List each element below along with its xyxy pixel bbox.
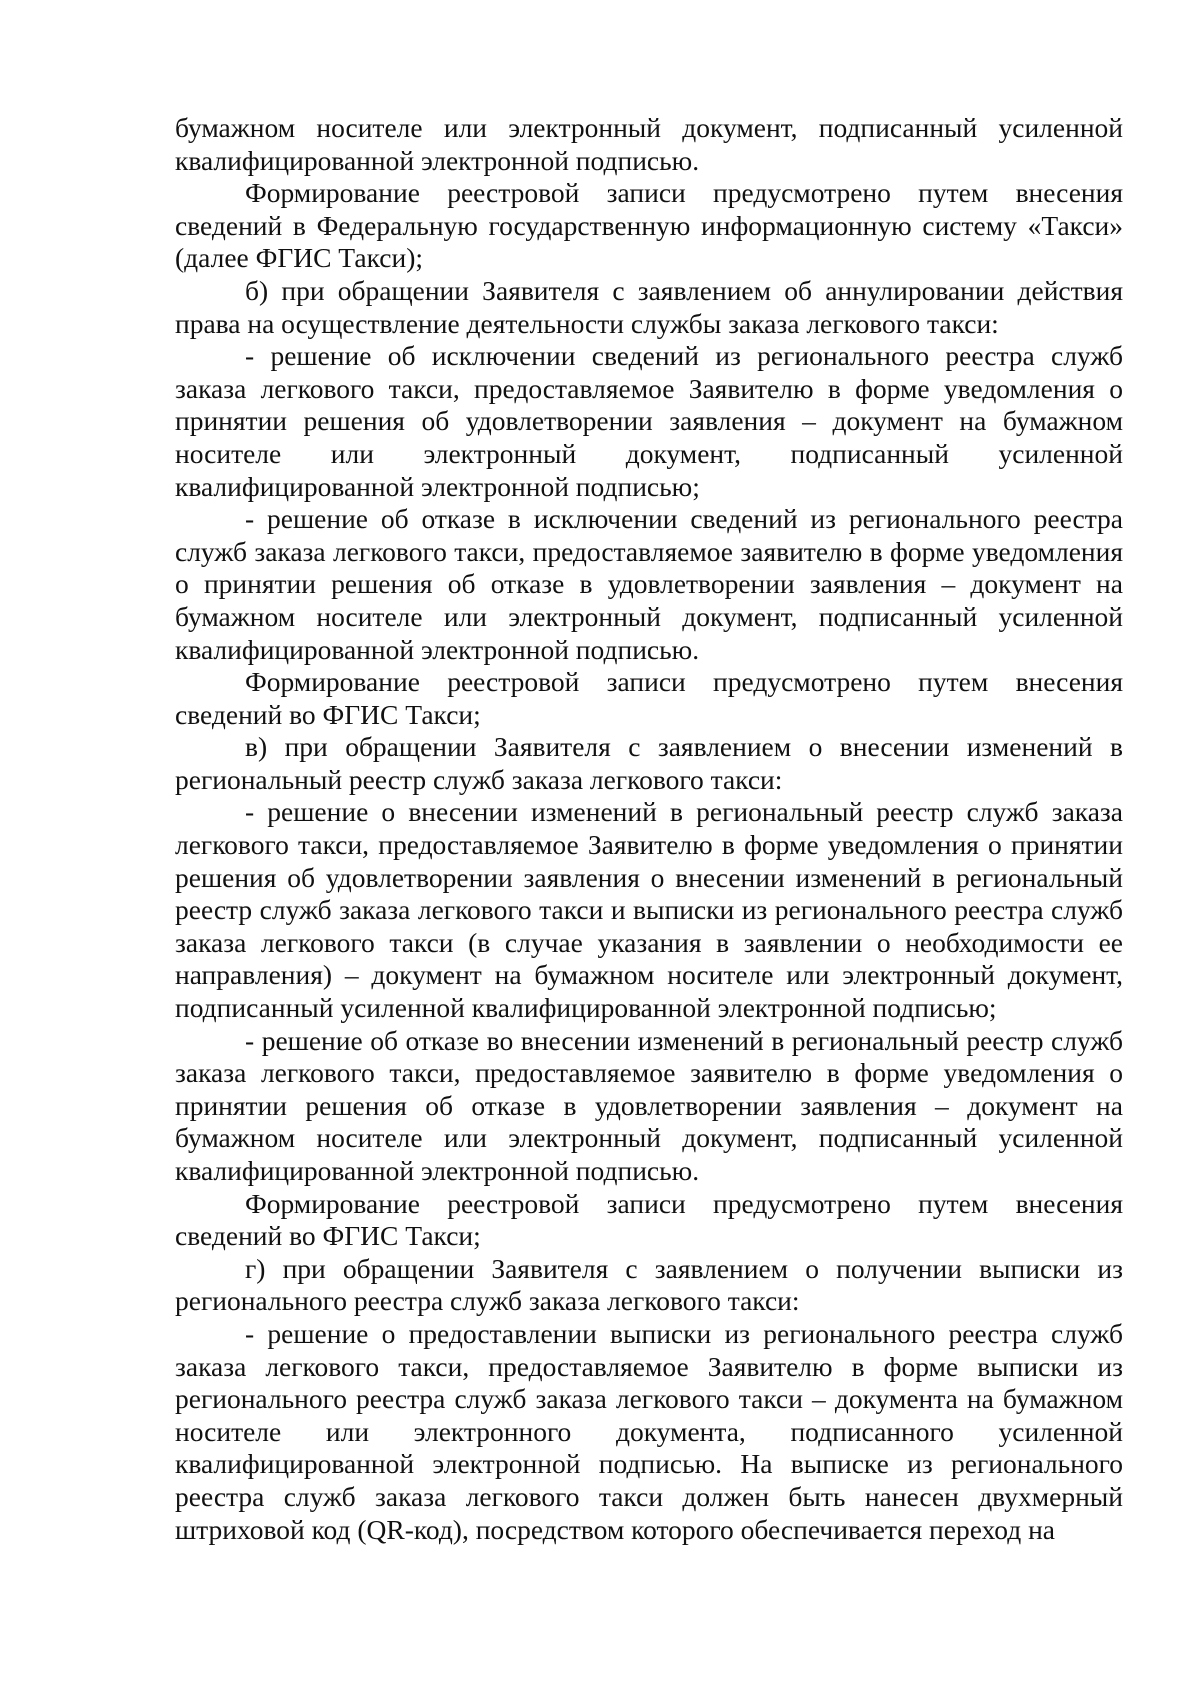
paragraph-item-g-heading: г) при обращении Заявителя с заявлением о получении выписки из регионального реестра служб заказа легкового такси: (175, 1252, 1123, 1317)
paragraph-item-v-decision-refusal: - решение об отказе во внесении изменений в региональный реестр служб заказа легкового такси, предоставляемое заявителю в форме уведомления о принятии решения об отказе в удовлетворении заявления – документ на бумажном носителе или электронный документ, подписанный усиленной квалифицированной электронной подписью. (175, 1024, 1123, 1186)
paragraph-registry-record-fgis: Формирование реестровой записи предусмотрено путем внесения сведений в Федеральную государственную информационную систему «Такси» (далее ФГИС Такси); (175, 177, 1123, 274)
paragraph-registry-record-b: Формирование реестровой записи предусмотрено путем внесения сведений во ФГИС Такси; (175, 666, 1123, 730)
paragraph-item-b-decision-exclusion: - решение об исключении сведений из регионального реестра служб заказа легкового такси, предоставляемое Заявителю в форме уведомления о принятии решения об удовлетворении заявления – документ на бумажном носителе или электронный документ, подписанный усиленной квалифицированной электронной подписью; (175, 340, 1123, 502)
paragraph-item-b-decision-refusal: - решение об отказе в исключении сведений из регионального реестра служб заказа легкового такси, предоставляемое заявителю в форме уведомления о принятии решения об отказе в удовлетворении заявления – документ на бумажном носителе или электронный документ, подписанный усиленной квалифицированной электронной подписью. (175, 503, 1123, 665)
paragraph-item-g-decision-extract: - решение о предоставлении выписки из регионального реестра служб заказа легкового такси, предоставляемое Заявителю в форме выписки из регионального реестра служб заказа легкового такси – документа на бумажном носителе или электронного документа, подписанного усиленной квалифицированной электронной подписью. На выписке из регионального реестра служб заказа легкового такси должен быть нанесен двухмерный штриховой код (QR-код), посредством которого обеспечивается переход на (175, 1317, 1123, 1545)
paragraph-item-v-decision-changes: - решение о внесении изменений в региональный реестр служб заказа легкового такси, предоставляемое Заявителю в форме уведомления о принятии решения об удовлетворении заявления о внесении изменений в региональный реестр служб заказа легкового такси и выписки из регионального реестра служб заказа легкового такси (в случае указания в заявлении о необходимости ее направления) – документ на бумажном носителе или электронный документ, подписанный усиленной квалифицированной электронной подписью; (175, 796, 1123, 1024)
document-page (175, 112, 1123, 1546)
paragraph-continuation: бумажном носителе или электронный документ, подписанный усиленной квалифицированной электронной подписью. (175, 112, 1123, 176)
paragraph-registry-record-v: Формирование реестровой записи предусмотрено путем внесения сведений во ФГИС Такси; (175, 1187, 1123, 1252)
paragraph-item-b-heading: б) при обращении Заявителя с заявлением об аннулировании действия права на осуществление деятельности службы заказа легкового такси: (175, 274, 1123, 339)
paragraph-item-v-heading: в) при обращении Заявителя с заявлением о внесении изменений в региональный реестр служб заказа легкового такси: (175, 731, 1123, 795)
